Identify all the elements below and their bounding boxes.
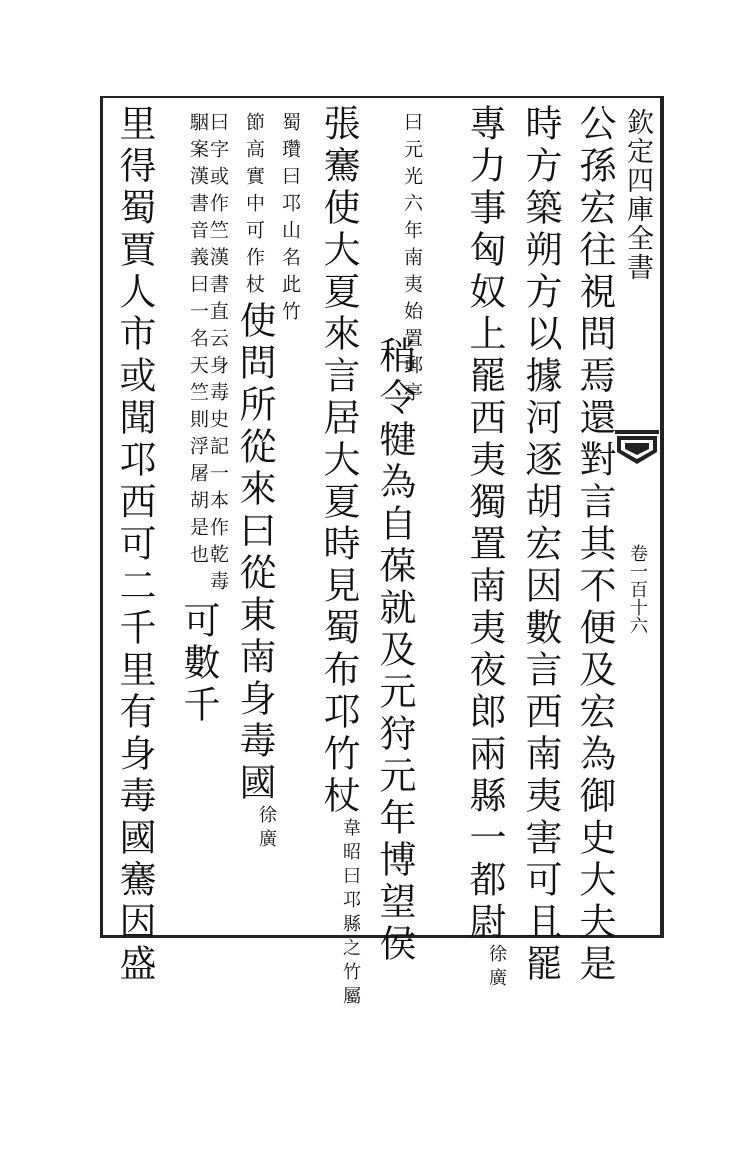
text-column-4-note: 曰元光六年南夷始置郵亭 (401, 112, 423, 409)
text-column-10-note-head: 駰案漢書音義曰一名天竺則浮屠胡是也 (187, 112, 209, 571)
text-column-8-main: 使問所從來曰從東南身毒國 (233, 301, 276, 805)
margin-title: 欽定四庫全書 (622, 108, 653, 282)
text-column-3 (462, 104, 507, 992)
text-column-6 (316, 104, 361, 1010)
fishtail-icon (615, 430, 659, 468)
text-column-8-note-head: 節高實中可作杖 (243, 112, 265, 301)
text-column-10-main: 可數千 (177, 601, 220, 727)
text-column-1: 公孫宏往視問焉還對言其不便及宏為御史大夫是 (573, 104, 616, 986)
text-column-9-note: 曰字或作竺漢書直云身毒史記一本作乾毒 (207, 112, 229, 598)
text-column-3-main: 專力事匈奴上罷西夷獨置南夷夜郎兩縣一都尉 (463, 104, 506, 944)
text-column-8 (232, 112, 276, 942)
text-column-7-note: 蜀瓚曰邛山名此竹 (279, 112, 301, 328)
frame-right-border (660, 96, 664, 938)
margin-strip (615, 100, 659, 936)
text-column-2: 時方築朔方以據河逐胡宏因數言西南夷害可且罷 (519, 104, 562, 986)
text-column-10 (176, 112, 220, 942)
text-column-6-note: 韋昭曰邛縣之竹屬 (340, 818, 361, 1010)
text-column-11: 里得蜀賈人市或聞邛西可二千里有身毒國騫因盛 (113, 104, 156, 986)
text-column-3-note: 徐廣 (486, 944, 507, 992)
text-column-5: 稍令犍為自葆就及元狩元年博望侯 (373, 336, 416, 966)
text-column-6-main: 張騫使大夏來言居大夏時見蜀布邛竹杖 (317, 104, 360, 818)
text-column-8-note: 徐廣 (256, 805, 277, 853)
volume-number: 卷一百十六 (627, 544, 648, 634)
